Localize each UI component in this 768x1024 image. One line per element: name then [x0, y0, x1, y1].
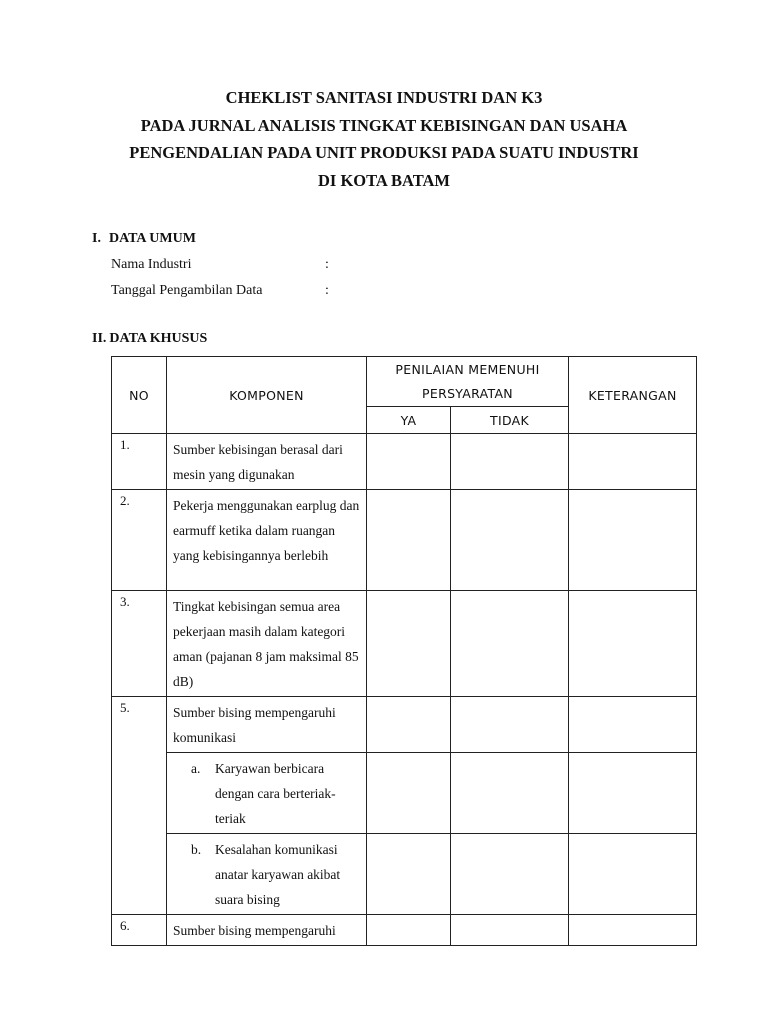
row-number: 1. — [112, 434, 167, 490]
cell-ya[interactable] — [367, 915, 451, 946]
field-nama-industri-sep: : — [325, 257, 329, 272]
row-number: 5. — [112, 697, 167, 915]
row-number: 6. — [112, 915, 167, 946]
subitem-a — [167, 753, 367, 834]
cell-ya[interactable] — [367, 434, 451, 490]
row-component: Sumber bising mempengaruhi — [167, 915, 367, 946]
table-row — [112, 697, 697, 753]
cell-tidak[interactable] — [451, 915, 569, 946]
table-subrow — [112, 834, 697, 915]
table-row — [112, 490, 697, 591]
subitem-b — [167, 834, 367, 915]
document-title — [0, 85, 768, 195]
cell-ya[interactable] — [367, 697, 451, 753]
section-2-heading — [92, 331, 207, 347]
header-komponen: KOMPONEN — [167, 357, 367, 434]
subitem-text: Karyawan berbicara dengan cara berteriak-teriak — [215, 761, 336, 826]
row-number: 2. — [112, 490, 167, 591]
cell-keterangan[interactable] — [569, 834, 697, 915]
cell-keterangan[interactable] — [569, 915, 697, 946]
title-line-1: CHEKLIST SANITASI INDUSTRI DAN K3 — [225, 88, 543, 107]
header-ya: YA — [367, 407, 451, 434]
row-component: Sumber bising mempengaruhi komunikasi — [167, 697, 367, 753]
section-2-title: DATA KHUSUS — [109, 331, 208, 346]
cell-ya[interactable] — [367, 591, 451, 697]
field-tanggal-sep: : — [325, 283, 329, 298]
cell-ya[interactable] — [367, 834, 451, 915]
cell-tidak[interactable] — [451, 753, 569, 834]
title-line-2: PADA JURNAL ANALISIS TINGKAT KEBISINGAN DAN USAHA — [140, 115, 628, 135]
header-penilaian — [367, 357, 569, 407]
cell-tidak[interactable] — [451, 834, 569, 915]
cell-ya[interactable] — [367, 753, 451, 834]
table-row — [112, 915, 697, 946]
row-number: 3. — [112, 591, 167, 697]
header-tidak: TIDAK — [451, 407, 569, 434]
section-1-title: DATA UMUM — [108, 231, 196, 246]
row-component: Sumber kebisingan berasal dari mesin yang digunakan — [167, 434, 367, 490]
header-no: NO — [112, 357, 167, 434]
cell-ya[interactable] — [367, 490, 451, 591]
cell-keterangan[interactable] — [569, 591, 697, 697]
title-line-3: PENGENDALIAN PADA UNIT PRODUKSI PADA SUATU INDUSTRI — [129, 143, 639, 162]
section-1-heading — [92, 231, 196, 247]
cell-keterangan[interactable] — [569, 697, 697, 753]
cell-tidak[interactable] — [451, 434, 569, 490]
subitem-letter: a. — [191, 761, 201, 776]
table-subrow — [112, 753, 697, 834]
subitem-text: Kesalahan komunikasi anatar karyawan akibat suara bising — [215, 842, 341, 907]
header-penilaian-line-1: PENILAIAN MEMENUHI — [395, 361, 540, 377]
cell-tidak[interactable] — [451, 697, 569, 753]
cell-keterangan[interactable] — [569, 753, 697, 834]
checklist-table — [111, 356, 697, 946]
cell-keterangan[interactable] — [569, 490, 697, 591]
row-component: Tingkat kebisingan semua area pekerjaan masih dalam kategori aman (pajanan 8 jam maksimal 85 dB) — [167, 591, 367, 697]
table-row — [112, 434, 697, 490]
cell-keterangan[interactable] — [569, 434, 697, 490]
table-row — [112, 591, 697, 697]
subitem-letter: b. — [191, 842, 202, 857]
cell-tidak[interactable] — [451, 490, 569, 591]
title-line-4: DI KOTA BATAM — [317, 170, 450, 190]
section-1-number: I. — [92, 231, 101, 246]
field-nama-industri-label: Nama Industri — [111, 257, 192, 272]
header-penilaian-line-2: PERSYARATAN — [422, 385, 513, 401]
section-2-number: II. — [92, 331, 107, 346]
header-keterangan: KETERANGAN — [569, 357, 697, 434]
cell-tidak[interactable] — [451, 591, 569, 697]
field-tanggal-label: Tanggal Pengambilan Data — [111, 283, 263, 298]
row-component: Pekerja menggunakan earplug dan earmuff ketika dalam ruangan yang kebisingannya berlebih — [167, 490, 367, 591]
